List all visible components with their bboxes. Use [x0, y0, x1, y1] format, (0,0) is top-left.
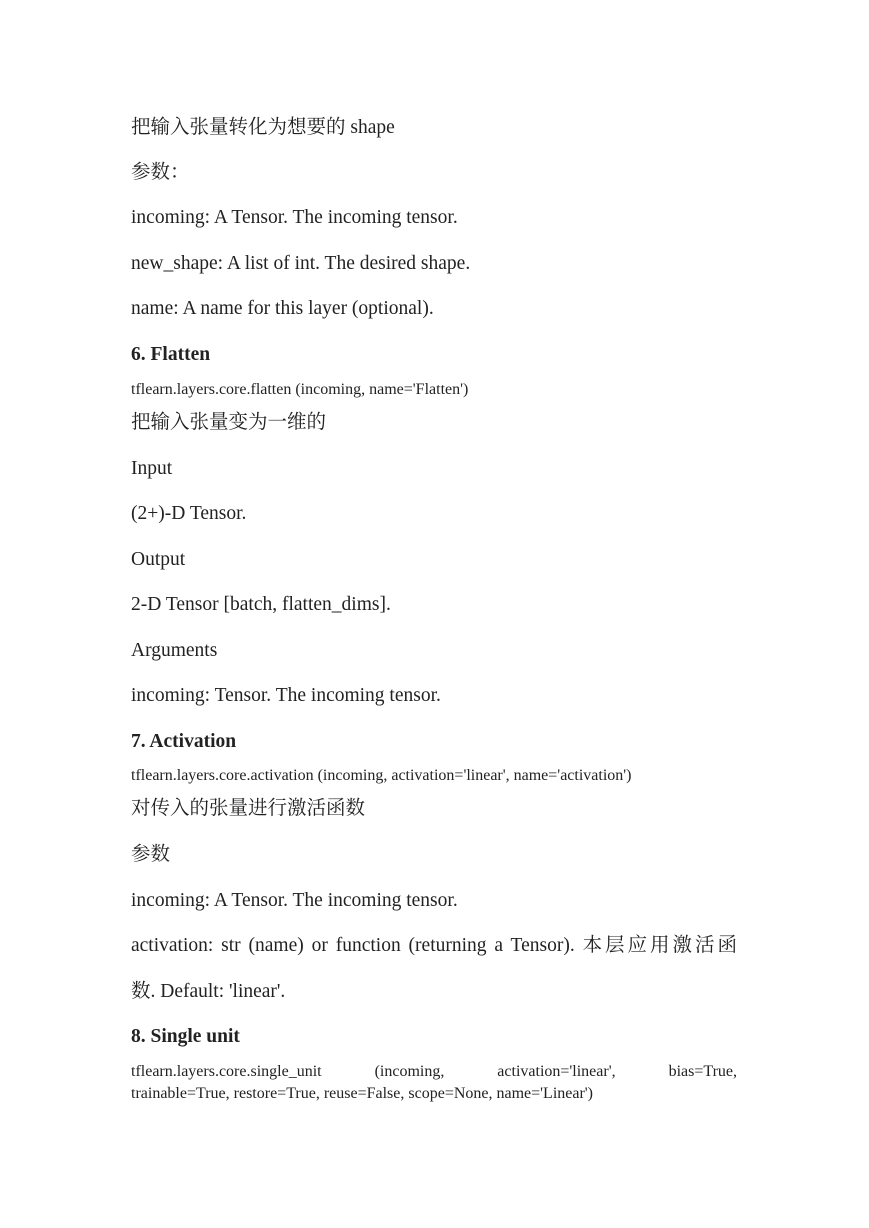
- reshape-param-new-shape: new_shape: A list of int. The desired shape.: [131, 253, 471, 274]
- signature-part-function: tflearn.layers.core.single_unit: [131, 1063, 322, 1080]
- flatten-argument-incoming: incoming: Tensor. The incoming tensor.: [131, 685, 441, 706]
- section-heading-flatten: 6. Flatten: [131, 344, 211, 365]
- single-unit-signature-line2: trainable=True, restore=True, reuse=False, scope=None, name='Linear'): [131, 1085, 594, 1102]
- flatten-description: 把输入张量变为一维的: [131, 412, 327, 433]
- activation-param-incoming: incoming: A Tensor. The incoming tensor.: [131, 890, 458, 911]
- activation-param-activation-line2: 数. Default: 'linear'.: [131, 981, 286, 1002]
- signature-part-activation: activation='linear',: [497, 1063, 616, 1080]
- reshape-description: 把输入张量转化为想要的 shape: [131, 117, 395, 138]
- reshape-param-name: name: A name for this layer (optional).: [131, 298, 434, 319]
- section-heading-single-unit: 8. Single unit: [131, 1026, 240, 1047]
- activation-param-activation-line1: activation: str (name) or function (returning a Tensor). 本层应用激活函: [131, 935, 737, 956]
- single-unit-signature: [131, 1061, 737, 1105]
- reshape-param-incoming: incoming: A Tensor. The incoming tensor.: [131, 207, 458, 228]
- activation-params-label: 参数: [131, 844, 171, 865]
- activation-description: 对传入的张量进行激活函数: [131, 798, 366, 819]
- flatten-signature: tflearn.layers.core.flatten (incoming, name='Flatten'): [131, 381, 469, 398]
- reshape-params-label: 参数：: [131, 162, 190, 183]
- flatten-output-label: Output: [131, 549, 186, 570]
- flatten-input-value: (2+)-D Tensor.: [131, 503, 247, 524]
- single-unit-signature-line1: [131, 1061, 737, 1083]
- section-heading-activation: 7. Activation: [131, 731, 237, 752]
- activation-signature: tflearn.layers.core.activation (incoming, activation='linear', name='activation'): [131, 767, 632, 784]
- signature-part-incoming: (incoming,: [374, 1063, 445, 1080]
- flatten-output-value: 2-D Tensor [batch, flatten_dims].: [131, 594, 391, 615]
- flatten-arguments-label: Arguments: [131, 640, 218, 661]
- flatten-input-label: Input: [131, 458, 173, 479]
- signature-part-bias: bias=True,: [668, 1063, 737, 1080]
